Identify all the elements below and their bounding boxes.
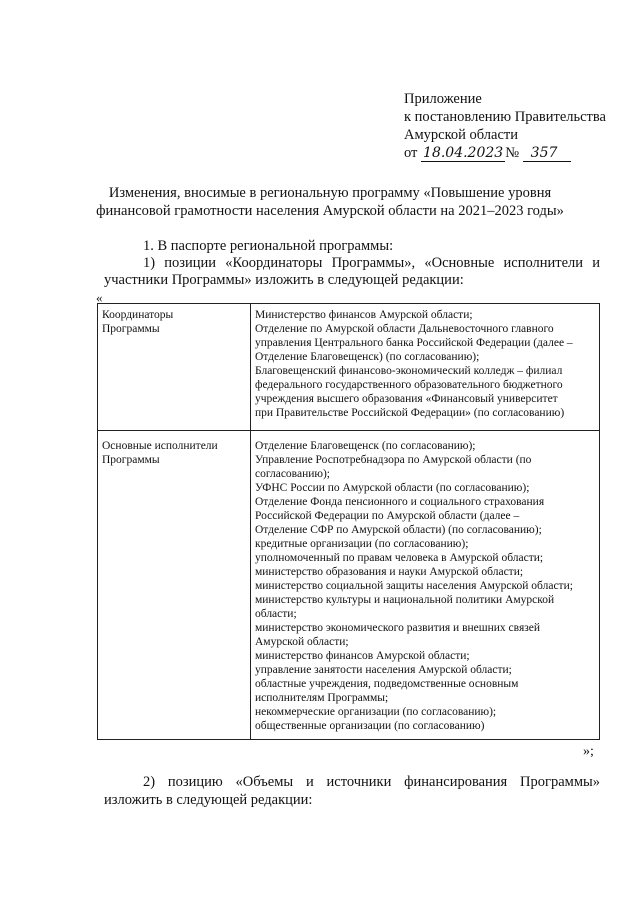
content-line: управления Центрального банка Российской Федерации (далее – <box>255 337 573 349</box>
content-line: УФНС России по Амурской области (по согласованию); <box>255 482 530 494</box>
item2-line1: 2) позицию «Объемы и источники финансирования Программы» <box>143 774 600 790</box>
number-prefix: № <box>505 145 520 161</box>
document-title <box>80 184 580 220</box>
row-content <box>251 304 600 431</box>
approval-line-3: Амурской области <box>404 127 518 143</box>
content-line: министерство культуры и национальной политики Амурской <box>255 594 555 606</box>
approval-block <box>404 90 606 162</box>
content-line: Отделение Благовещенск) (по согласованию); <box>255 351 480 363</box>
section1-heading: 1. В паспорте региональной программы: <box>143 238 394 254</box>
row-content <box>251 431 600 740</box>
row-label-line-1: Основные исполнители <box>102 440 218 452</box>
closing-quote: »; <box>583 744 594 759</box>
content-line: областные учреждения, подведомственные основным <box>255 678 519 690</box>
content-line: Отделение Фонда пенсионного и социального страхования <box>255 496 545 508</box>
content-line: некоммерческие организации (по согласованию); <box>255 706 497 718</box>
content-line: министерство образования и науки Амурской области; <box>255 566 524 578</box>
content-line: исполнителям Программы; <box>255 692 389 704</box>
content-line: Министерство финансов Амурской области; <box>255 309 473 321</box>
passport-table <box>97 303 600 740</box>
approval-line-2: к постановлению Правительства <box>404 109 606 125</box>
section1-item1-line2: участники Программы» изложить в следующей редакции: <box>104 272 464 288</box>
content-line: Отделение Благовещенск (по согласованию); <box>255 440 476 452</box>
content-line: Управление Роспотребнадзора по Амурской области (по <box>255 454 532 466</box>
row-label-line-2: Программы <box>102 454 160 466</box>
content-line: учреждения высшего образования «Финансовый университет <box>255 393 558 405</box>
item2-line2: изложить в следующей редакции: <box>104 792 313 808</box>
content-line: Амурской области; <box>255 636 349 648</box>
row-label-line-2: Программы <box>102 323 160 335</box>
content-line: области; <box>255 608 297 620</box>
content-line: Российской Федерации по Амурской области (далее – <box>255 510 520 522</box>
row-label <box>98 304 251 431</box>
approval-line-1: Приложение <box>404 91 482 107</box>
content-line: министерство финансов Амурской области; <box>255 650 470 662</box>
content-line: при Правительстве Российской Федерации» (по согласованию) <box>255 407 565 419</box>
content-line: Благовещенский финансово-экономический колледж – филиал <box>255 365 563 377</box>
content-line: уполномоченный по правам человека в Амурской области; <box>255 552 544 564</box>
content-line: Отделение СФР по Амурской области) (по согласованию); <box>255 524 542 536</box>
content-line: Отделение по Амурской области Дальневосточного главного <box>255 323 554 335</box>
table-row-executors <box>98 431 600 740</box>
approval-date-line <box>404 144 606 162</box>
date-prefix: от <box>404 145 418 161</box>
content-line: министерство экономического развития и внешних связей <box>255 622 541 634</box>
row-label <box>98 431 251 740</box>
opening-quote: « <box>96 290 103 305</box>
title-line-2: финансовой грамотности населения Амурской области на 2021–2023 годы» <box>96 203 564 219</box>
content-line: общественные организации (по согласованию) <box>255 720 485 732</box>
content-line: кредитные организации (по согласованию); <box>255 538 469 550</box>
handwritten-date: 18.04.2023 <box>423 145 504 161</box>
table-row-coordinators <box>98 304 600 431</box>
content-line: федерального государственного образовательного бюджетного <box>255 379 563 391</box>
handwritten-number: 357 <box>523 146 572 162</box>
content-line: согласованию); <box>255 468 330 480</box>
content-line: управление занятости населения Амурской области; <box>255 664 512 676</box>
title-line-1: Изменения, вносимые в региональную программу «Повышение уровня <box>108 185 552 201</box>
row-label-line-1: Координаторы <box>102 309 174 321</box>
content-line: министерство социальной защиты населения Амурской области; <box>255 580 573 592</box>
section1-item1-line1: 1) позиции «Координаторы Программы», «Основные исполнители и <box>143 255 600 271</box>
